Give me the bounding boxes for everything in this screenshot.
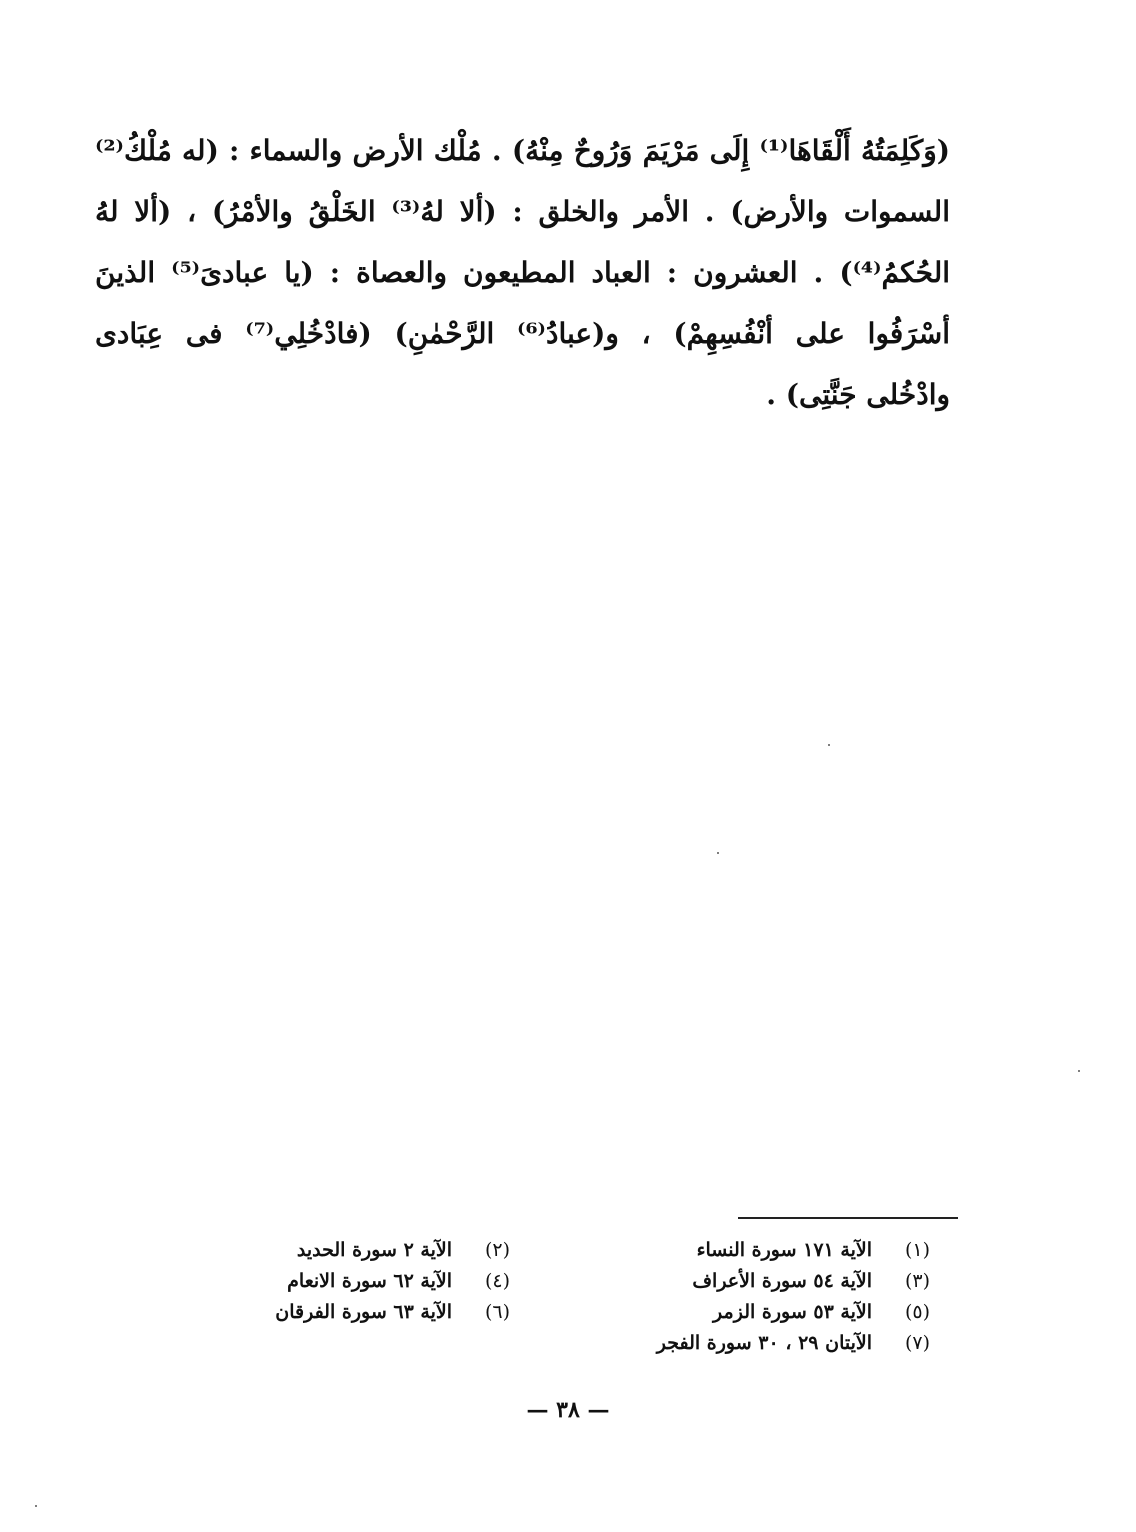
- main-paragraph: [95, 120, 950, 425]
- footnote-number: (٥): [904, 1301, 930, 1323]
- scan-speck: [717, 852, 719, 854]
- footnote-item: [560, 1297, 930, 1328]
- paragraph-line: وادْخُلى جَنَّتِى) .: [766, 378, 950, 411]
- footnote-number: (٣): [904, 1270, 930, 1292]
- footnote-text: الآية ١٧١ سورة النساء: [696, 1239, 872, 1261]
- footnote-number: (١): [904, 1239, 930, 1261]
- footnote-number: (٢): [484, 1239, 510, 1261]
- paragraph-line: أسْرَفُوا على أنْفُسِهِمْ) ، و(عبادُ⁽⁶⁾ الرَّحْمٰنِ) (فادْخُلِي⁽⁷⁾ فى عِبَادى: [95, 317, 950, 350]
- scan-speck: [828, 744, 830, 746]
- footnote-item: [560, 1235, 930, 1266]
- footnote-text: الآية ٦٣ سورة الفرقان: [275, 1301, 452, 1323]
- footnote-number: (٤): [484, 1270, 510, 1292]
- footnote-item: [230, 1266, 510, 1297]
- footnote-number: (٧): [904, 1332, 930, 1354]
- footnote-text: الآيتان ٢٩ ، ٣٠ سورة الفجر: [656, 1332, 872, 1354]
- footnotes-left-column: [230, 1235, 510, 1328]
- footnote-text: الآية ٢ سورة الحديد: [296, 1239, 452, 1261]
- footnote-number: (٦): [484, 1301, 510, 1323]
- scan-speck: [35, 1505, 37, 1507]
- footnote-text: الآية ٦٢ سورة الانعام: [287, 1270, 452, 1292]
- footnotes-right-column: [560, 1235, 930, 1359]
- footnote-item: [560, 1266, 930, 1297]
- footnote-text: الآية ٥٣ سورة الزمر: [713, 1301, 872, 1323]
- page-number: — ٣٨ —: [526, 1397, 610, 1423]
- footnote-item: [230, 1297, 510, 1328]
- scan-speck: [1078, 1070, 1080, 1072]
- paragraph-line: السموات والأرض) . الأمر والخلق : (ألا لهُ⁽³⁾ الخَلْقُ والأمْرُ) ، (ألا لهُ: [95, 195, 950, 228]
- paragraph-line: (وَكَلِمَتُهُ أَلْقَاهَا⁽¹⁾ إِلَى مَرْيَمَ وَرُوحٌ مِنْهُ) . مُلْك الأرض والسماء : (له مُلْكُ⁽²⁾: [95, 134, 950, 167]
- footnote-text: الآية ٥٤ سورة الأعراف: [692, 1270, 872, 1292]
- footnote-item: [560, 1328, 930, 1359]
- footnote-item: [230, 1235, 510, 1266]
- paragraph-line: الحُكمُ⁽⁴⁾) . العشرون : العباد المطيعون والعصاة : (يا عبادىَ⁽⁵⁾ الذينَ: [95, 256, 951, 289]
- footnote-separator: [738, 1217, 958, 1219]
